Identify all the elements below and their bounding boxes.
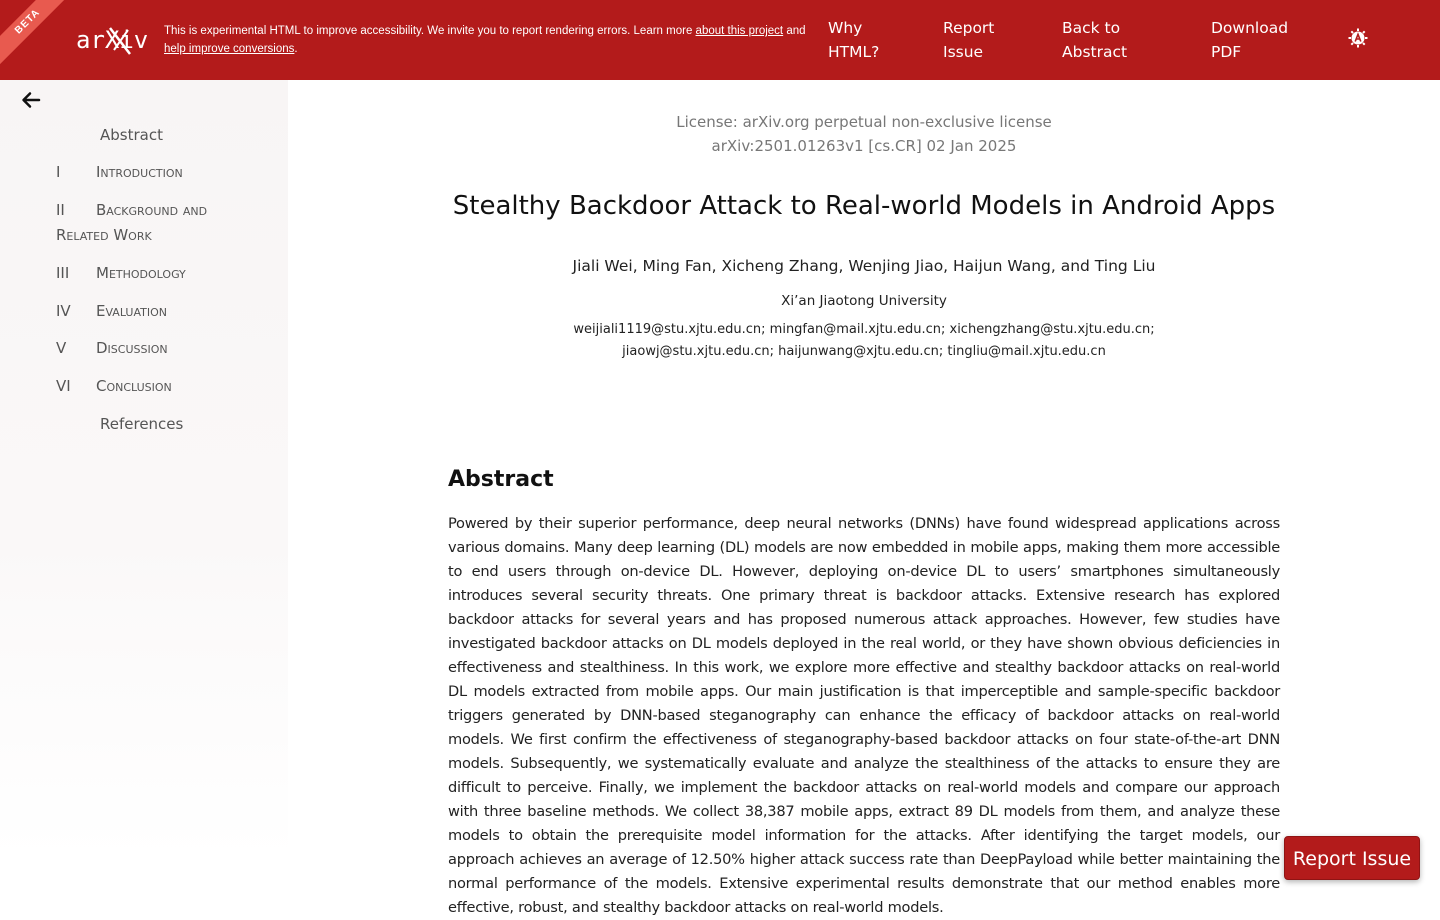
toc-num: III bbox=[56, 264, 70, 282]
toc-discussion[interactable] bbox=[56, 336, 256, 361]
arxiv-logo-text: arXiv bbox=[76, 26, 149, 54]
notice-text: This is experimental HTML to improve accessibility. We invite you to report rendering errors. Learn more bbox=[164, 25, 696, 37]
license-text: License: arXiv.org perpetual non-exclusive license bbox=[676, 113, 1052, 131]
report-issue-link[interactable] bbox=[943, 16, 994, 64]
download-pdf-line2: PDF bbox=[1211, 43, 1242, 61]
paper-affiliation: Xi’an Jiaotong University bbox=[781, 293, 947, 309]
theme-toggle-icon[interactable] bbox=[1348, 28, 1368, 48]
toc-label-cont: Related Work bbox=[56, 226, 152, 244]
why-html-line2: HTML? bbox=[828, 43, 880, 61]
about-project-link[interactable]: about this project bbox=[695, 25, 784, 37]
arxiv-logo[interactable] bbox=[76, 22, 156, 58]
toc-label: Conclusion bbox=[96, 377, 172, 395]
toc-num: V bbox=[56, 339, 67, 357]
notice-mid: and bbox=[783, 25, 806, 37]
toc-num: I bbox=[56, 163, 61, 181]
accessibility-notice bbox=[164, 22, 814, 58]
toc-label: Methodology bbox=[96, 264, 186, 282]
abstract-heading: Abstract bbox=[448, 467, 554, 492]
collapse-toc-arrow-icon[interactable] bbox=[20, 90, 42, 110]
download-pdf-link[interactable] bbox=[1211, 16, 1288, 64]
report-issue-button[interactable]: Report Issue bbox=[1284, 836, 1420, 880]
paper-title: Stealthy Backdoor Attack to Real-world Models in Android Apps bbox=[452, 191, 1276, 221]
report-issue-line1: Report bbox=[943, 19, 995, 37]
toc-methodology[interactable] bbox=[56, 261, 256, 286]
report-issue-line2: Issue bbox=[943, 43, 984, 61]
why-html-line1: Why bbox=[828, 19, 863, 37]
back-to-abstract-link[interactable] bbox=[1062, 16, 1127, 64]
toc-evaluation[interactable] bbox=[56, 299, 256, 324]
back-to-abstract-line1: Back to bbox=[1062, 19, 1121, 37]
paper-content bbox=[288, 80, 1440, 916]
why-html-link[interactable] bbox=[828, 16, 879, 64]
download-pdf-line1: Download bbox=[1211, 19, 1289, 37]
table-of-contents bbox=[0, 80, 288, 900]
toc-introduction[interactable] bbox=[56, 160, 256, 185]
toc-references[interactable]: References bbox=[100, 415, 184, 433]
toc-abstract[interactable]: Abstract bbox=[100, 126, 163, 144]
abstract-text: Powered by their superior performance, deep neural networks (DNNs) have found widespread applications across various domains. Many deep learning (DL) models are now embedded in mobile apps, making them more accessible to end users through on-device DL. However, deploying on-device DL to users’ smartphones simultaneously introduces several security threats. One primary threat is backdoor attacks. Extensive research has explored backdoor attacks for several years and has proposed numerous attack approaches. However, few studies have investigated backdoor attacks on DL models deployed in the real world, or they have shown obvious deficiencies in effectiveness and stealthiness. In this work, we explore more effective and stealthy backdoor attacks on real-world DL models extracted from mobile apps. Our main justification is that imperceptible and sample-specific backdoor triggers generated by DNN-based steganography can enhance the efficacy of backdoor attacks on real-world models. We first confirm the effectiveness of steganography-based backdoor attacks on four state-of-the-art DNN models. Subsequently, we systematically evaluate and analyze the stealthiness of the attacks to ensure they are difficult to perceive. Finally, we implement the backdoor attacks on real-world models and compare our approach with three baseline methods. We collect 38,387 mobile apps, extract 89 DL models from them, and analyze these models to obtain the prerequisite model information for the attacks. After identifying the target models, our approach achieves an average of 12.50% higher attack success rate than DeepPayload while better maintaining the normal performance of the models. Extensive experimental results demonstrate that our method enables more effective, robust, and stealthy backdoor attacks on real-world models. bbox=[448, 515, 1280, 916]
beta-ribbon: BETA bbox=[0, 0, 77, 71]
paper-authors: Jiali Wei, Ming Fan, Xicheng Zhang, Wenjing Jiao, Haijun Wang, and Ting Liu bbox=[572, 257, 1156, 275]
back-to-abstract-line2: Abstract bbox=[1062, 43, 1128, 61]
author-emails bbox=[288, 319, 1440, 363]
toc-num: IV bbox=[56, 302, 71, 320]
help-conversions-link[interactable]: help improve conversions bbox=[164, 43, 295, 55]
license-block bbox=[288, 110, 1440, 158]
toc-num: II bbox=[56, 201, 65, 219]
toc-conclusion[interactable] bbox=[56, 374, 256, 399]
toc-label: Discussion bbox=[96, 339, 168, 357]
emails-line1: weijiali1119@stu.xjtu.edu.cn; mingfan@mail.xjtu.edu.cn; xichengzhang@stu.xjtu.edu.cn; bbox=[573, 322, 1155, 337]
emails-line2: jiaowj@stu.xjtu.edu.cn; haijunwang@xjtu.edu.cn; tingliu@mail.xjtu.edu.cn bbox=[622, 344, 1106, 359]
arxiv-id: arXiv:2501.01263v1 [cs.CR] 02 Jan 2025 bbox=[711, 137, 1017, 155]
toc-num: VI bbox=[56, 377, 71, 395]
toc-label: Introduction bbox=[96, 163, 183, 181]
toc-label: Background and bbox=[96, 201, 208, 219]
toc-background[interactable] bbox=[56, 198, 256, 248]
toc-label: Evaluation bbox=[96, 302, 167, 320]
top-banner bbox=[0, 0, 1440, 80]
notice-end: . bbox=[294, 43, 298, 55]
